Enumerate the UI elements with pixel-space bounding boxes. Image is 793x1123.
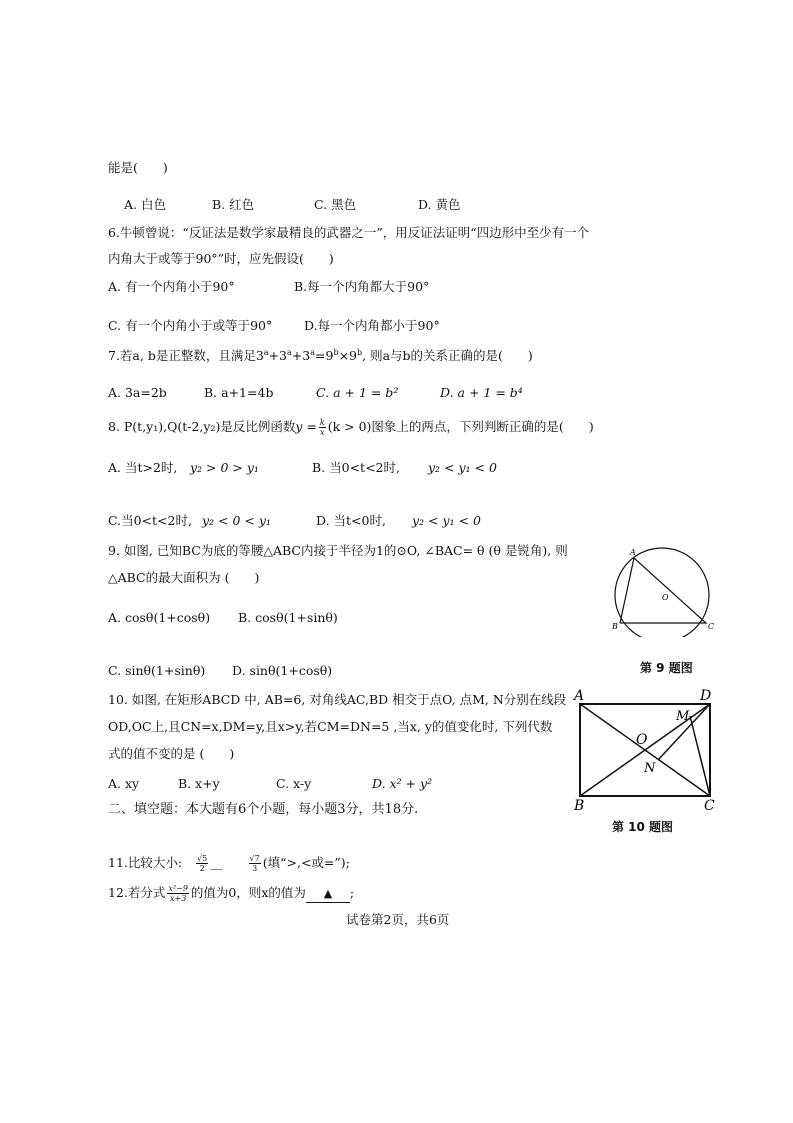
q5-option-b: B. 红色 (212, 197, 255, 212)
q5-option-d: D. 黄色 (418, 197, 461, 212)
q10-option-c: C. x-y (276, 776, 312, 791)
q11-blank[interactable]: __ (210, 855, 223, 870)
q8-option-c-expr: y₂ < 0 < y₁ (202, 513, 271, 528)
q10-label-d: D (700, 688, 712, 704)
q7-stem: 7.若a, b是正整数，且满足$3^a+3^a+3^a=9^b\times 9^b$, 则a与b的关系正确的是( ) (108, 347, 533, 363)
q7-option-d: D. a + 1 = b⁴ (440, 385, 523, 400)
q8-option-b-label: B. 当0<t<2时, (312, 460, 400, 475)
q10-option-d: D. x² + y² (372, 776, 433, 791)
q8-option-c-label: C.当0<t<2时, (108, 513, 192, 528)
q10-stem-line3: 式的值不变的是 ( ) (108, 746, 235, 761)
q10-figure (570, 686, 725, 812)
q9-figure-caption: 第 9 题图 (640, 661, 693, 675)
q7-option-c: C. a + 1 = b² (316, 385, 399, 400)
q6-option-d: D.每一个内角都小于90° (304, 318, 440, 333)
q6-stem-line1: 6.牛顿曾说：“反证法是数学家最精良的武器之一”，用反证法证明“四边形中至少有一个 (108, 225, 590, 240)
q11-stem: 11.比较大小: $\frac{√5}{2}$ __ $\frac{√7}{3}$ (填“>,<或=”); (108, 854, 350, 873)
section-2-heading: 二、填空题：本大题有6个小题，每小题3分，共18分. (108, 802, 419, 817)
q5-option-c: C. 黑色 (314, 197, 357, 212)
q9-option-d: D. sinθ(1+cosθ) (232, 663, 333, 678)
q10-stem-line1: 10. 如图, 在矩形ABCD 中, AB=6, 对角线AC,BD 相交于点O, 点M, N分别在线段 (108, 692, 567, 707)
q12-answer-blank[interactable]: ▲ (306, 886, 350, 903)
q9-option-a: A. cosθ(1+cosθ) (108, 610, 211, 625)
q6-option-b: B.每一个内角都大于90° (294, 279, 430, 294)
q8-fraction: $\frac{k}{x}$ (319, 418, 325, 437)
q6-stem-line2: 内角大于或等于90°”时，应先假设( ) (108, 251, 334, 266)
q5-option-a: A. 白色 (124, 197, 166, 212)
q10-label-n: N (644, 761, 656, 776)
q8-option-a-expr: y₂ > 0 > y₁ (190, 460, 259, 475)
q12-fraction: $\frac{\text{x²−9}}{x+3}$ (168, 884, 188, 903)
q9-label-b: B (612, 622, 618, 631)
q10-option-b: B. x+y (178, 776, 220, 791)
q7-option-b: B. a+1=4b (204, 385, 274, 400)
q9-figure (604, 545, 722, 637)
q5-tail: 能是( ) (108, 160, 168, 175)
page-footer: 试卷第2页，共6页 (346, 912, 450, 927)
q6-option-a: A. 有一个内角小于90° (108, 279, 235, 294)
q6-option-c: C. 有一个内角小于或等于90° (108, 318, 273, 333)
q10-label-a: A (574, 688, 585, 704)
q10-label-c: C (704, 798, 715, 812)
q9-triangle (620, 558, 706, 623)
q11-fraction-1: $\frac{√5}{2}$ (197, 854, 208, 873)
q10-label-m: M (676, 709, 690, 724)
q9-option-c: C. sinθ(1+sinθ) (108, 663, 206, 678)
q10-option-a: A. xy (108, 776, 140, 791)
q9-stem-line1: 9. 如图, 已知BC为底的等腰△ABC内接于半径为1的⊙O, ∠BAC= θ (θ 是锐角), 则 (108, 543, 568, 558)
q12-stem: 12.若分式 $\frac{\text{x²−9}}{x+3}$ 的值为0，则x的值为 ▲ ; (108, 884, 355, 903)
q10-label-o: O (636, 732, 648, 748)
q10-label-b: B (574, 798, 585, 812)
q10-stem-line2: OD,OC上,且CN=x,DM=y,且x>y,若CM=DN=5 ,当x, y的值变化时, 下列代数 (108, 719, 553, 734)
q8-option-a-label: A. 当t>2时, (108, 460, 178, 475)
q8-option-d-expr: y₂ < y₁ < 0 (412, 513, 481, 528)
q9-stem-line2: △ABC的最大面积为 ( ) (108, 570, 260, 585)
q8-option-b-expr: y₂ < y₁ < 0 (428, 460, 497, 475)
q9-option-b: B. cosθ(1+sinθ) (238, 610, 338, 625)
q9-label-c: C (708, 622, 715, 631)
q9-label-a: A (630, 548, 636, 557)
q11-fraction-2: $\frac{√7}{3}$ (249, 854, 260, 873)
q10-figure-caption: 第 10 题图 (612, 820, 674, 834)
q9-label-o: O (662, 593, 669, 602)
q8-option-d-label: D. 当t<0时, (316, 513, 386, 528)
q7-option-a: A. 3a=2b (108, 385, 167, 400)
q8-stem: 8. P(t,y₁),Q(t-2,y₂)是反比例函数y = $\frac{k}{x}$ (k > 0)图象上的两点，下列判断正确的是( ) (108, 418, 594, 437)
